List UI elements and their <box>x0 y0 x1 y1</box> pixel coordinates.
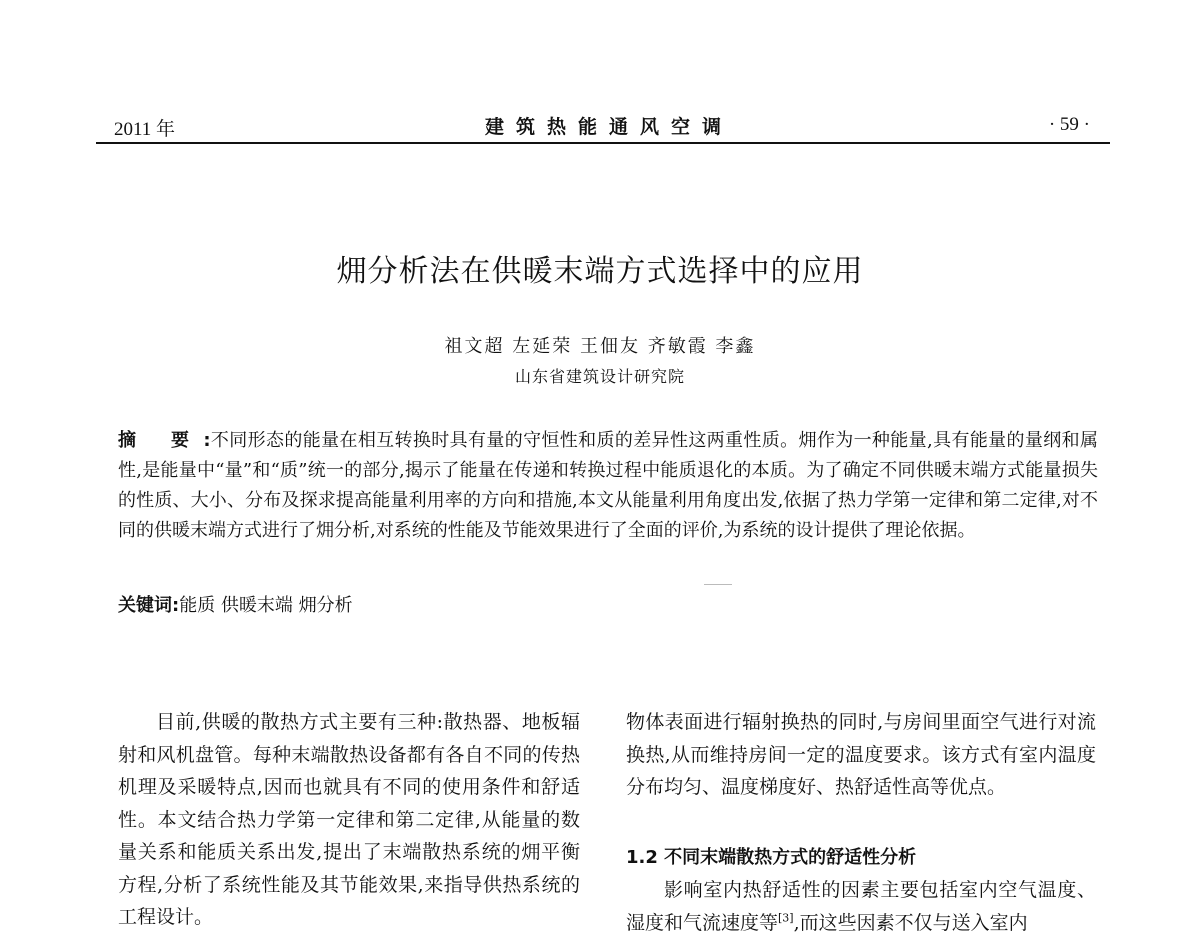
header-page-number: · 59 · <box>1048 114 1090 135</box>
abstract-text: 不同形态的能量在相互转换时具有量的守恒性和质的差异性这两重性质。㶲作为一种能量,具有能量的量纲和属性,是能量中“量”和“质”统一的部分,揭示了能量在传递和转换过程中能质退化的本质。为了确定不同供暖末端方式能量损失的性质、大小、分布及探求提高能量利用率的方向和措施,本文从能量利用角度出发,依据了热力学第一定律和第二定律,对不同的供暖末端方式进行了㶲分析,对系统的性能及节能效果进行了全面的评价,为系统的设计提供了理论依据。 <box>118 430 1098 541</box>
body-left-column <box>118 706 580 934</box>
abstract-block <box>118 426 1098 546</box>
keywords-text: 能质 供暖末端 㶲分析 <box>179 595 353 616</box>
intro-paragraph: 目前,供暖的散热方式主要有三种:散热器、地板辐射和风机盘管。每种末端散热设备都有各自不同的传热机理及采暖特点,因而也就具有不同的使用条件和舒适性。本文结合热力学第一定律和第二定律,从能量的数量关系和能质关系出发,提出了末端散热系统的㶲平衡方程,分析了系统性能及其节能效果,来指导供热系统的工程设计。 <box>118 711 580 928</box>
body-right-column-top <box>626 706 1096 804</box>
body-right-column-bottom <box>626 874 1096 939</box>
keywords-label: 关键词 <box>118 595 172 616</box>
keywords-block <box>118 591 353 621</box>
keywords-colon: : <box>172 595 180 616</box>
paper-title: 㶲分析法在供暖末端方式选择中的应用 <box>336 254 864 289</box>
citation-marker[interactable]: [3] <box>778 911 794 925</box>
header-journal-name: 建筑热能通风空调 <box>484 116 733 138</box>
header-rule <box>96 142 1110 144</box>
abstract-paragraph <box>118 426 1098 546</box>
header-year: 2011 年 <box>114 119 176 140</box>
comfort-paragraph <box>626 874 1096 939</box>
paper-authors: 祖文超 左延荣 王佃友 齐敏霞 李鑫 <box>444 336 756 357</box>
abstract-label: 摘 要 <box>118 430 204 451</box>
section-heading-1-2: 1.2 不同末端散热方式的舒适性分析 <box>626 847 917 868</box>
abstract-colon: : <box>203 430 211 451</box>
comfort-text-part2: ,而这些因素不仅与送入室内 <box>793 911 1028 934</box>
comfort-text-part1: 影响室内热舒适性的因素主要包括室内空气温度、湿度和气流速度等 <box>626 879 1096 934</box>
running-header <box>96 104 1110 144</box>
radiant-heating-paragraph: 物体表面进行辐射换热的同时,与房间里面空气进行对流换热,从而维持房间一定的温度要求。该方式有室内温度分布均匀、温度梯度好、热舒适性高等优点。 <box>626 711 1096 798</box>
scan-artifact-line <box>704 584 732 585</box>
paper-affiliation: 山东省建筑设计研究院 <box>514 367 685 386</box>
